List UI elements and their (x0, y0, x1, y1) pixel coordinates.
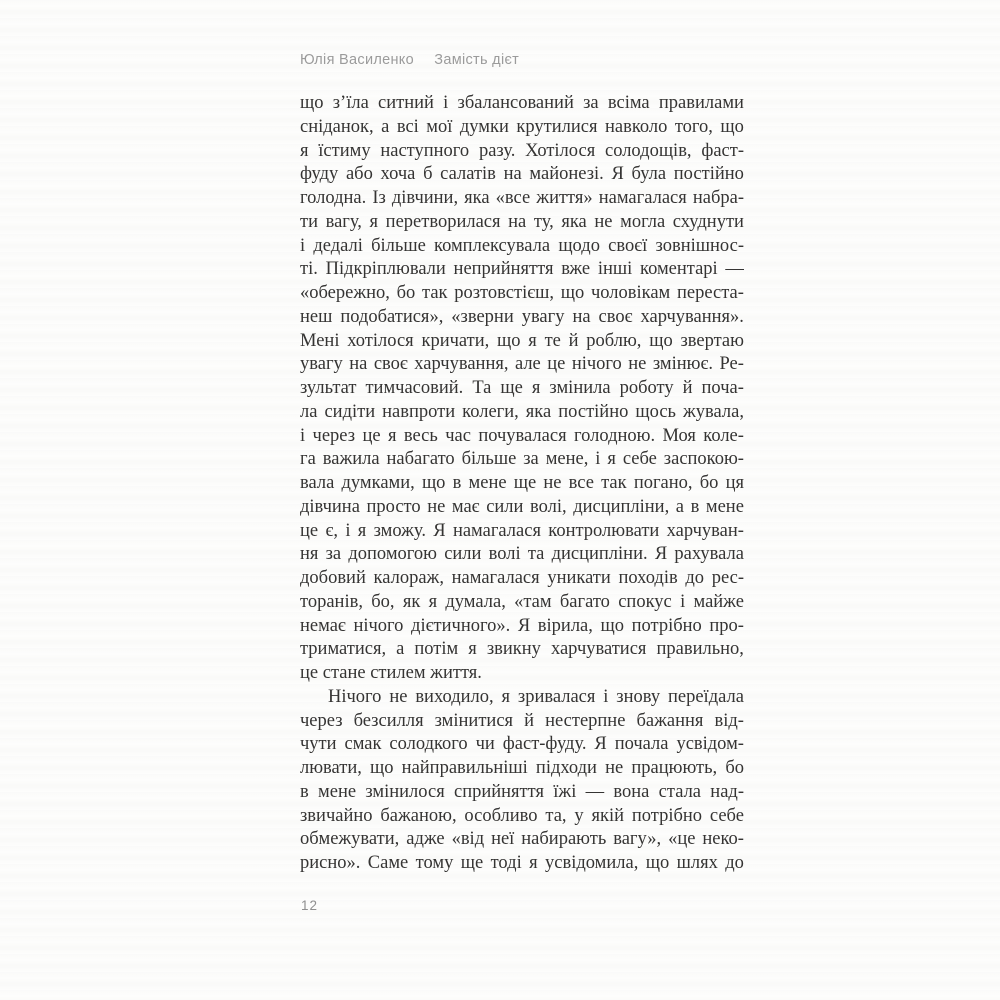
text-line: ти вагу, я перетворилася на ту, яка не могла схуднути (300, 211, 744, 232)
text-line: рисно». Саме тому ще тоді я усвідомила, що шлях до (300, 853, 744, 873)
text-line: в мене змінилося сприйняття їжі — вона стала над- (300, 781, 744, 802)
text-line: га важила набагато більше за мене, і я себе заспокою- (300, 449, 744, 470)
text-line: ня за допомогою сили волі та дисципліни. Я рахувала (300, 544, 744, 565)
page-number: 12 (301, 898, 319, 913)
text-line: що з’їла ситний і збалансований за всіма правилами (300, 93, 744, 113)
text-line: голодна. Із дівчини, яка «все життя» намагалася набра- (300, 188, 744, 208)
text-line: неш подобатися», «зверни увагу на своє харчування». (300, 306, 744, 327)
text-line: триматися, а потім я звикну харчуватися правильно, (300, 639, 744, 660)
text-line: торанів, бо, як я думала, «там багато спокус і майже (300, 591, 744, 612)
text-line: і через це я весь час почувалася голодною. Моя коле- (300, 425, 744, 446)
running-header-author: Юлія Василенко (300, 52, 414, 68)
text-line: через безсилля змінитися й нестерпне бажання від- (300, 710, 744, 731)
text-line: «обережно, бо так розтовстієш, що чоловікам переста- (300, 283, 744, 303)
text-line: обмежувати, адже «від неї набирають вагу», «це неко- (300, 829, 744, 850)
text-line: зультат тимчасовий. Та ще я змінила роботу й поча- (300, 378, 744, 398)
text-line: лювати, що найправильніші підходи не працюють, бо (300, 758, 744, 778)
text-line: добовий калораж, намагалася уникати походів до рес- (300, 568, 744, 588)
text-column (300, 92, 744, 876)
text-line: дівчина просто не має сили волі, дисципліни, а в мене (300, 496, 744, 517)
text-line: це стане стилем життя. (300, 663, 482, 683)
text-line: немає нічого дієтичного». Я вірила, що потрібно про- (300, 615, 744, 636)
text-line: я їстиму наступного разу. Хотілося солодощів, фаст- (300, 140, 744, 161)
text-line: це є, і я зможу. Я намагалася контролювати харчуван- (300, 520, 744, 541)
text-line: Мені хотілося кричати, що я те й роблю, що звертаю (300, 330, 744, 351)
running-header-book-title: Замість дієт (434, 52, 520, 68)
text-line: чути смак солодкого чи фаст-фуду. Я почала усвідом- (300, 734, 744, 755)
text-line: сніданок, а всі мої думки крутилися навколо того, що (300, 116, 744, 137)
text-line: ті. Підкріплювали неприйняття вже інші коментарі — (300, 259, 744, 280)
text-line: Нічого не виходило, я зривалася і знову переїдала (328, 686, 744, 707)
text-line: звичайно бажаною, особливо та, у якій потрібно себе (300, 805, 744, 826)
text-line: вала думками, що в мене ще не все так погано, бо ця (300, 473, 744, 493)
text-line: увагу на своє харчування, але це нічого не змінює. Ре- (300, 354, 744, 375)
text-line: ла сидіти навпроти колеги, яка постійно щось жувала, (300, 401, 744, 422)
running-header (300, 52, 519, 68)
text-line: фуду або хоча б салатів на майонезі. Я була постійно (300, 164, 744, 185)
text-line: і дедалі більше комплексувала щодо своєї зовнішнос- (300, 235, 744, 256)
